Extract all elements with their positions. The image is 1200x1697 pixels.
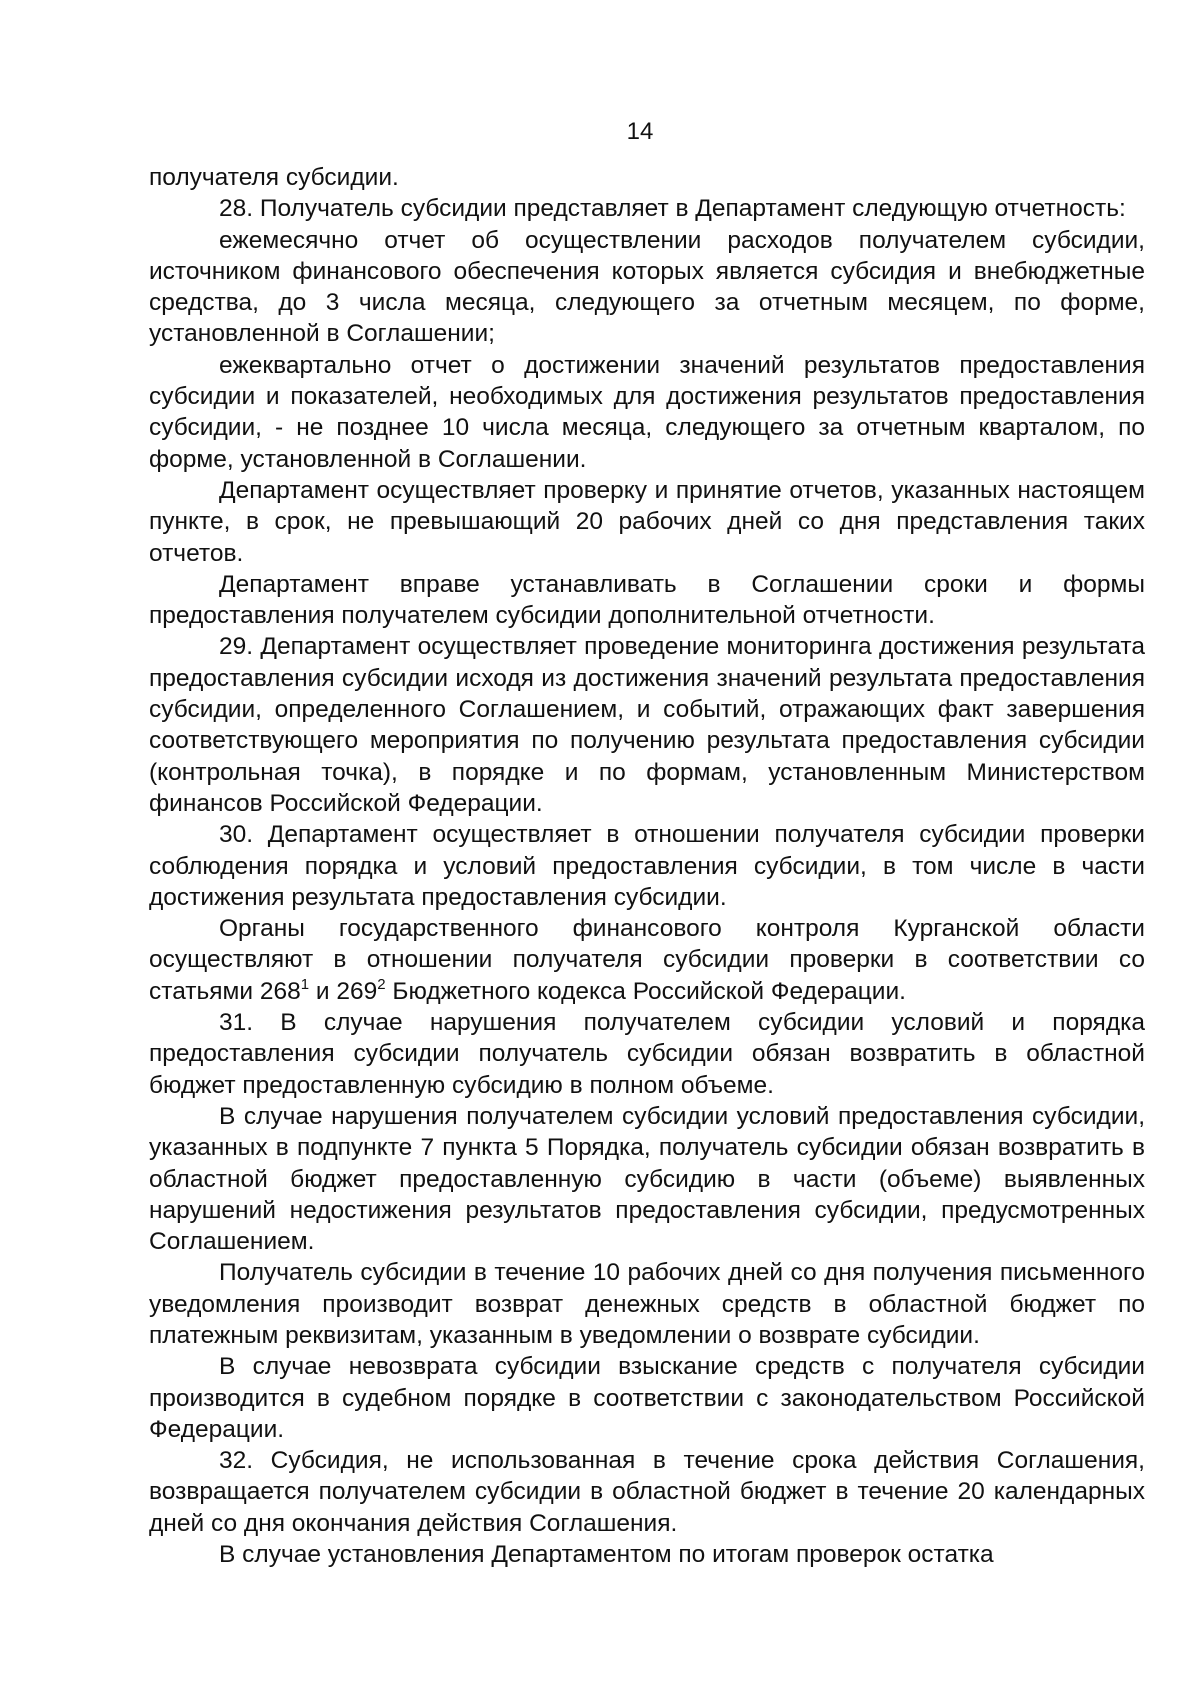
paragraph: ежемесячно отчет об осуществлении расходов получателем субсидии, источником финансового обеспечения которых является субсидия и внебюджетные средства, до 3 числа месяца, следующего за отчетным месяцем, по форме, установленной в Соглашении; <box>149 226 1145 348</box>
paragraph: Департамент осуществляет проверку и принятие отчетов, указанных настоящем пункте, в срок, не превышающий 20 рабочих дней со дня представления таких отчетов. <box>149 476 1145 567</box>
paragraph: В случае установления Департаментом по итогам проверок остатка <box>219 1541 994 1569</box>
paragraph-text: и 269 <box>309 977 378 1005</box>
paragraph: 31. В случае нарушения получателем субсидии условий и порядка предоставления субсидии получатель субсидии обязан возвратить в областной бюджет предоставленную субсидию в полном объеме. <box>149 1009 1145 1099</box>
paragraph: 28. Получатель субсидии представляет в Департамент следующую отчетность: <box>219 195 1126 223</box>
superscript: 1 <box>300 975 310 993</box>
paragraph-text: Бюджетного кодекса Российской Федерации. <box>385 977 906 1005</box>
paragraph: 29. Департамент осуществляет проведение мониторинга достижения результата предоставления субсидии исходя из достижения значений результата предоставления субсидии, определенного Соглашением, и событий, отражающих факт завершения соответствующего мероприятия по получению результата предоставления субсидии (контрольная точка), в порядке и по формам, установленным Министерством финансов Российской Федерации. <box>149 633 1145 817</box>
superscript: 2 <box>377 975 386 993</box>
paragraph: 32. Субсидия, не использованная в течение срока действия Соглашения, возвращается получателем субсидии в областной бюджет в течение 20 календарных дней со дня окончания действия Соглашения. <box>149 1447 1145 1537</box>
paragraph: В случае нарушения получателем субсидии условий предоставления субсидии, указанных в подпункте 7 пункта 5 Порядка, получатель субсидии обязан возвратить в областной бюджет предоставленную субсидию в части (объеме) выявленных нарушений недостижения результатов предоставления субсидии, предусмотренных Соглашением. <box>149 1102 1145 1256</box>
paragraph: ежеквартально отчет о достижении значений результатов предоставления субсидии и показателей, необходимых для достижения результатов предоставления субсидии, - не позднее 10 числа месяца, следующего за отчетным кварталом, по форме, установленной в Соглашении. <box>149 351 1145 473</box>
paragraph-budget-code <box>149 913 1145 1007</box>
paragraph: Департамент вправе устанавливать в Соглашении сроки и формы предоставления получателем субсидии дополнительной отчетности. <box>149 570 1145 630</box>
paragraph: Получатель субсидии в течение 10 рабочих дней со дня получения письменного уведомления производит возврат денежных средств в областной бюджет по платежным реквизитам, указанным в уведомлении о возврате субсидии. <box>149 1259 1145 1349</box>
paragraph: получателя субсидии. <box>149 164 399 191</box>
page-number: 14 <box>626 118 654 145</box>
paragraph: 30. Департамент осуществляет в отношении получателя субсидии проверки соблюдения порядка и условий предоставления субсидии, в том числе в части достижения результата предоставления субсидии. <box>149 821 1145 911</box>
paragraph-text: Органы государственного финансового контроля Курганской области осуществляют в отношении получателя субсидии проверки в соответствии со статьями 268 <box>149 915 1145 1005</box>
document-body <box>149 162 1145 1570</box>
paragraph: В случае невозврата субсидии взыскание средств с получателя субсидии производится в судебном порядке в соответствии с законодательством Российской Федерации. <box>149 1353 1145 1443</box>
